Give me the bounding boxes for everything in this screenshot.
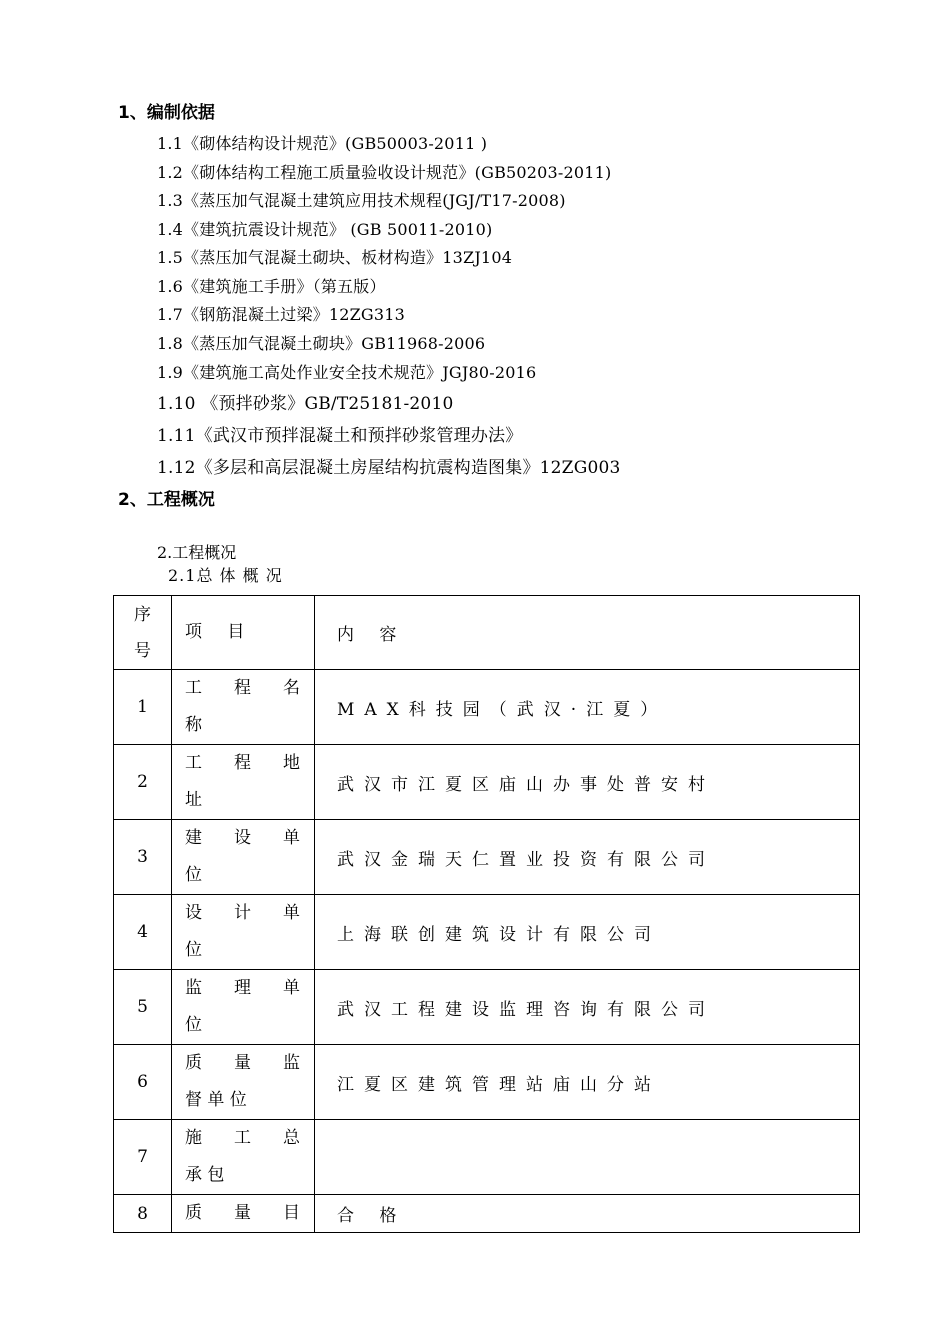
table-row (114, 1120, 860, 1195)
reference-item: 1.2《砌体结构工程施工质量验收设计规范》(GB50203-2011) (157, 163, 612, 182)
row-item: 质 量 监 督 单 位 (172, 1045, 315, 1120)
subsubsection-title: 2.1总 体 概 况 (168, 566, 283, 585)
table-row (114, 895, 860, 970)
table-row (114, 670, 860, 745)
row-item: 质 量 目 (172, 1195, 315, 1233)
row-content: 武汉金瑞天仁置业投资有限公司 (315, 820, 860, 895)
row-content: MAX科技园（武汉·江夏） (315, 670, 860, 745)
header-number-bottom: 号 (134, 640, 151, 661)
row-number: 2 (114, 745, 172, 820)
row-content: 合 格 (315, 1195, 860, 1233)
reference-item: 1.5《蒸压加气混凝土砌块、板材构造》13ZJ104 (157, 248, 513, 267)
project-overview-table (113, 595, 860, 1233)
section-1-heading: 1、编制依据 (118, 103, 215, 123)
row-content: 武汉市江夏区庙山办事处普安村 (315, 745, 860, 820)
row-item: 工 程 地 址 (172, 745, 315, 820)
header-content-cell: 内 容 (315, 596, 860, 670)
reference-item: 1.8《蒸压加气混凝土砌块》GB11968-2006 (157, 334, 486, 353)
row-item: 设 计 单 位 (172, 895, 315, 970)
row-item: 工 程 名 称 (172, 670, 315, 745)
subsection-title: 2.工程概况 (157, 543, 237, 562)
row-item: 施 工 总 承 包 (172, 1120, 315, 1195)
table-header-row (114, 596, 860, 670)
row-number: 8 (114, 1195, 172, 1233)
reference-item: 1.6《建筑施工手册》（第五版） (157, 277, 386, 296)
row-number: 7 (114, 1120, 172, 1195)
table-row (114, 1195, 860, 1233)
row-content: 江夏区建筑管理站庙山分站 (315, 1045, 860, 1120)
reference-item: 1.7《钢筋混凝土过梁》12ZG313 (157, 305, 406, 324)
table-row (114, 1045, 860, 1120)
table-row (114, 820, 860, 895)
header-item-cell: 项 目 (172, 596, 315, 670)
reference-item: 1.1《砌体结构设计规范》(GB50003-2011 ) (157, 134, 488, 153)
reference-item: 1.3《蒸压加气混凝土建筑应用技术规程(JGJ/T17-2008) (157, 191, 566, 210)
row-number: 6 (114, 1045, 172, 1120)
row-number: 5 (114, 970, 172, 1045)
row-content: 上海联创建筑设计有限公司 (315, 895, 860, 970)
row-number: 3 (114, 820, 172, 895)
reference-item: 1.4《建筑抗震设计规范》 (GB 50011-2010) (157, 220, 493, 239)
reference-item: 1.10 《预拌砂浆》GB/T25181-2010 (157, 394, 454, 414)
row-number: 1 (114, 670, 172, 745)
header-number-cell (114, 596, 172, 670)
row-content: 武汉工程建设监理咨询有限公司 (315, 970, 860, 1045)
row-item: 建 设 单 位 (172, 820, 315, 895)
row-content (315, 1120, 860, 1195)
section-2-heading: 2、工程概况 (118, 490, 215, 510)
reference-item: 1.12《多层和高层混凝土房屋结构抗震构造图集》12ZG003 (157, 458, 621, 478)
row-item: 监 理 单 位 (172, 970, 315, 1045)
table-row (114, 745, 860, 820)
header-number-top: 序 (134, 604, 151, 625)
reference-item: 1.11《武汉市预拌混凝土和预拌砂浆管理办法》 (157, 426, 523, 446)
table-row (114, 970, 860, 1045)
reference-item: 1.9《建筑施工高处作业安全技术规范》JGJ80-2016 (157, 363, 537, 382)
row-number: 4 (114, 895, 172, 970)
